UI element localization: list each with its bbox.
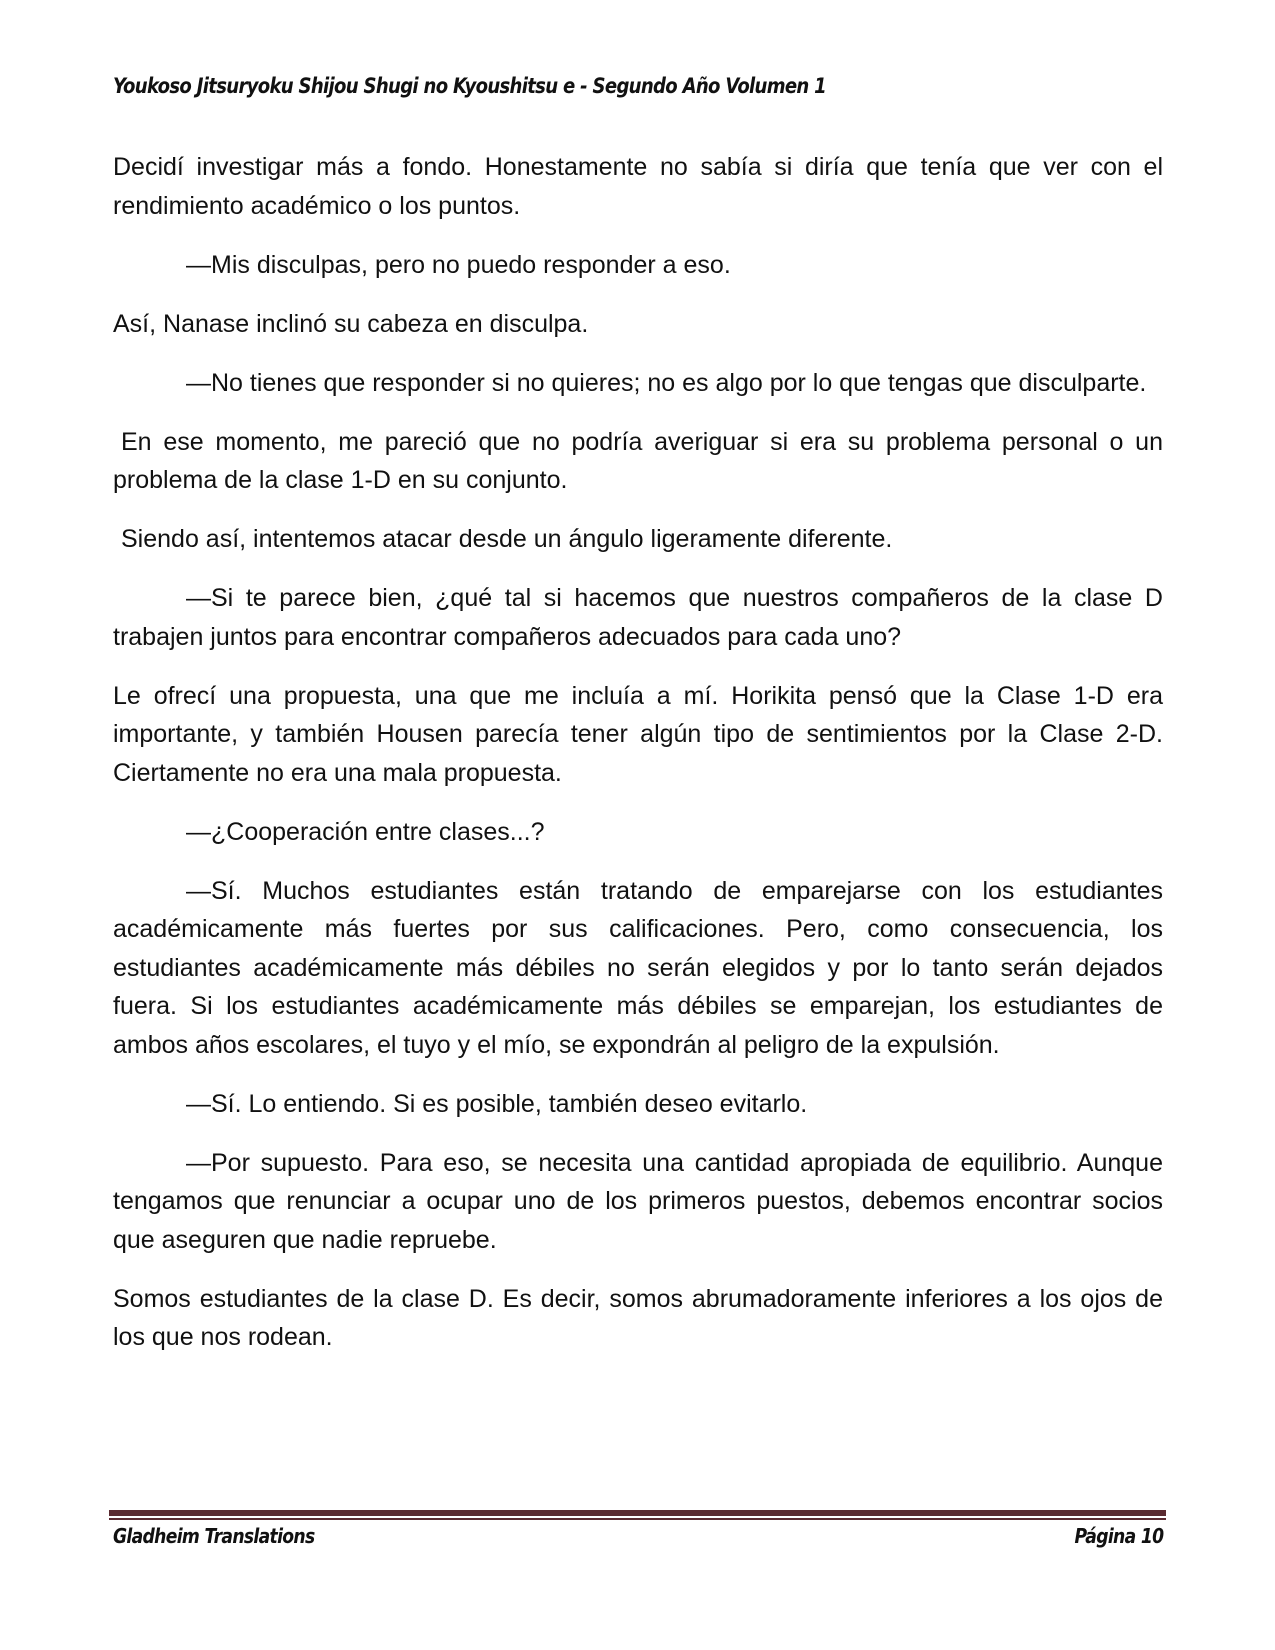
dialogue-paragraph: —¿Cooperación entre clases...?	[186, 817, 545, 846]
running-header: Youkoso Jitsuryoku Shijou Shugi no Kyoushitsu e - Segundo Año Volumen 1	[113, 74, 827, 98]
paragraph: En ese momento, me pareció que no podría averiguar si era su problema personal o un problema de la clase 1-D en su conjunto.	[113, 427, 1163, 494]
footer-rule	[109, 1510, 1166, 1516]
paragraph: Decidí investigar más a fondo. Honestamente no sabía si diría que tenía que ver con el rendimiento académico o los puntos.	[113, 153, 1163, 220]
dialogue-paragraph: —Mis disculpas, pero no puedo responder a eso.	[186, 250, 731, 279]
dialogue-paragraph: —Sí. Muchos estudiantes están tratando de emparejarse con los estudiantes académicamente más fuertes por sus calificaciones. Pero, como consecuencia, los estudiantes académicamente más débiles no serán elegidos y por lo tanto serán dejados fuera. Si los estudiantes académicamente más débiles se emparejan, los estudiantes de ambos años escolares, el tuyo y el mío, se expondrán al peligro de la expulsión.	[113, 876, 1163, 1059]
dialogue-paragraph: —Por supuesto. Para eso, se necesita una cantidad apropiada de equilibrio. Aunque tengamos que renunciar a ocupar uno de los primeros puestos, debemos encontrar socios que aseguren que nadie repruebe.	[113, 1148, 1163, 1254]
paragraph: Somos estudiantes de la clase D. Es decir, somos abrumadoramente inferiores a los ojos de los que nos rodean.	[113, 1284, 1163, 1351]
dialogue-paragraph: —Si te parece bien, ¿qué tal si hacemos que nuestros compañeros de la clase D trabajen juntos para encontrar compañeros adecuados para cada uno?	[113, 584, 1163, 651]
footer-rule-thin	[109, 1518, 1166, 1520]
paragraph: Siendo así, intentemos atacar desde un ángulo ligeramente diferente.	[121, 525, 893, 553]
dialogue-paragraph: —Sí. Lo entiendo. Si es posible, también deseo evitarlo.	[186, 1089, 808, 1118]
dialogue-paragraph: —No tienes que responder si no quieres; no es algo por lo que tengas que disculparte.	[186, 368, 1147, 397]
paragraph: Así, Nanase inclinó su cabeza en disculpa.	[113, 309, 589, 338]
footer-credit: Gladheim Translations	[113, 1524, 315, 1548]
paragraph: Le ofrecí una propuesta, una que me incluía a mí. Horikita pensó que la Clase 1-D era importante, y también Housen parecía tener algún tipo de sentimientos por la Clase 2-D. Ciertamente no era una mala propuesta.	[113, 681, 1163, 787]
page-number: Página 10	[1074, 1524, 1163, 1548]
body-text	[113, 148, 1163, 1377]
